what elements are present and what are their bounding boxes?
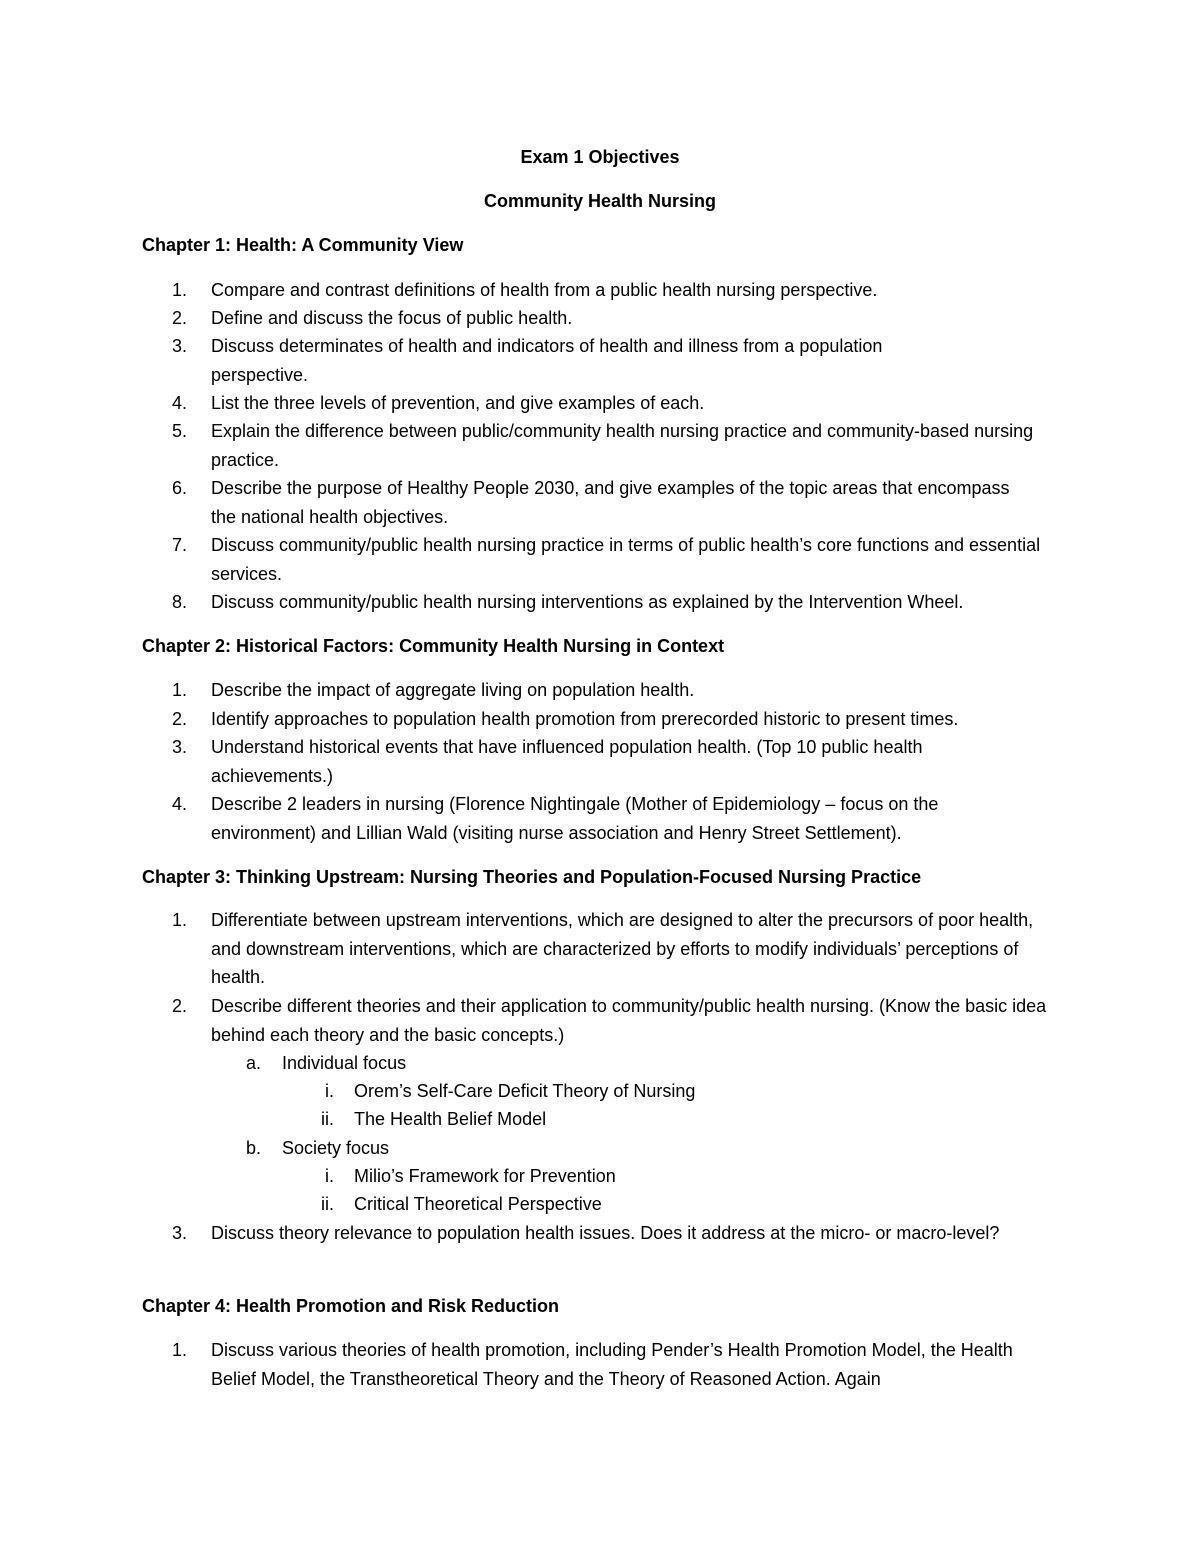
list-number: 2. xyxy=(172,709,188,729)
list-letter: b. xyxy=(246,1138,262,1158)
chapter-heading: Chapter 3: Thinking Upstream: Nursing Theories and Population-Focused Nursing Practice xyxy=(142,867,922,887)
list-number: 1. xyxy=(172,1340,188,1360)
list-text: Society focus xyxy=(282,1138,390,1158)
list-number: 2. xyxy=(172,308,188,328)
list-number: 7. xyxy=(172,535,188,555)
list-text: Differentiate between upstream interventions, which are designed to alter the precursors of poor health, and downstream interventions, which are characterized by efforts to modify individuals’ perceptions of health. xyxy=(211,910,1034,987)
list-text: Individual focus xyxy=(282,1053,407,1073)
chapter-heading: Chapter 2: Historical Factors: Community Health Nursing in Context xyxy=(142,636,725,656)
list-text: Orem’s Self-Care Deficit Theory of Nursing xyxy=(354,1081,696,1101)
list-text: Describe different theories and their application to community/public health nursing. (Know the basic idea behind each theory and the basic concepts.) xyxy=(211,996,1047,1045)
list-text: Describe 2 leaders in nursing (Florence Nightingale (Mother of Epidemiology – focus on the environment) and Lillian Wald (visiting nurse association and Henry Street Settlement). xyxy=(211,794,939,843)
list-number: 3. xyxy=(172,336,188,356)
list-roman: ii. xyxy=(321,1194,334,1214)
list-text: Define and discuss the focus of public health. xyxy=(211,308,573,328)
list-text: Discuss determinates of health and indicators of health and illness from a population perspective. xyxy=(211,336,883,385)
list-text: Discuss community/public health nursing interventions as explained by the Intervention Wheel. xyxy=(211,592,964,612)
list-text: Milio’s Framework for Prevention xyxy=(354,1166,616,1186)
list-text: Describe the purpose of Healthy People 2030, and give examples of the topic areas that encompass the national health objectives. xyxy=(211,478,1010,527)
list-roman: i. xyxy=(325,1166,334,1186)
list-number: 6. xyxy=(172,478,188,498)
list-number: 5. xyxy=(172,421,188,441)
list-letter: a. xyxy=(246,1053,262,1073)
list-text: Explain the difference between public/community health nursing practice and community-based nursing practice. xyxy=(211,421,1034,470)
list-text: Compare and contrast definitions of health from a public health nursing perspective. xyxy=(211,280,878,300)
list-text: Critical Theoretical Perspective xyxy=(354,1194,602,1214)
list-number: 1. xyxy=(172,680,188,700)
list-text: Identify approaches to population health promotion from prerecorded historic to present times. xyxy=(211,709,959,729)
list-text: Discuss theory relevance to population health issues. Does it address at the micro- or macro-level? xyxy=(211,1223,1000,1243)
list-number: 8. xyxy=(172,592,188,612)
list-number: 1. xyxy=(172,280,188,300)
list-number: 4. xyxy=(172,393,188,413)
list-number: 2. xyxy=(172,996,188,1016)
document-title: Exam 1 Objectives xyxy=(520,147,680,167)
chapter-heading: Chapter 4: Health Promotion and Risk Reduction xyxy=(142,1296,560,1316)
list-number: 4. xyxy=(172,794,188,814)
chapter-heading: Chapter 1: Health: A Community View xyxy=(142,235,464,255)
list-text: List the three levels of prevention, and give examples of each. xyxy=(211,393,705,413)
list-number: 3. xyxy=(172,737,188,757)
document-subtitle: Community Health Nursing xyxy=(483,191,716,211)
list-text: Discuss community/public health nursing practice in terms of public health’s core functions and essential services. xyxy=(211,535,1041,584)
list-roman: i. xyxy=(325,1081,334,1101)
list-text: Describe the impact of aggregate living on population health. xyxy=(211,680,695,700)
list-number: 1. xyxy=(172,910,188,930)
list-number: 3. xyxy=(172,1223,188,1243)
list-roman: ii. xyxy=(321,1109,334,1129)
list-text: Discuss various theories of health promotion, including Pender’s Health Promotion Model, the Health Belief Model, the Transtheoretical Theory and the Theory of Reasoned Action. Again xyxy=(211,1340,1013,1389)
list-text: The Health Belief Model xyxy=(354,1109,547,1129)
list-text: Understand historical events that have influenced population health. (Top 10 public health achievements.) xyxy=(211,737,923,786)
